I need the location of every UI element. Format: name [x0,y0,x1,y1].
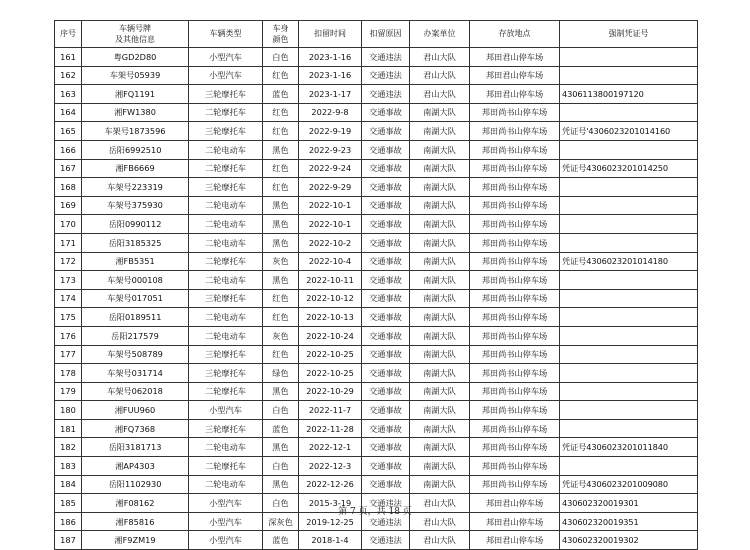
cell-cert [560,196,698,215]
cell-plate: 车架号508789 [82,345,189,364]
table-row [55,438,698,457]
table-row [55,289,698,308]
cell-time: 2022-12-26 [299,475,362,494]
cell-cert [560,233,698,252]
cell-seq: 165 [55,122,82,141]
cell-color: 红色 [263,308,299,327]
cell-cert [560,289,698,308]
cell-seq: 173 [55,271,82,290]
cell-reason: 交通事故 [362,364,410,383]
cell-reason: 交通事故 [362,252,410,271]
cell-unit: 南湖大队 [410,289,470,308]
cell-unit: 南湖大队 [410,103,470,122]
header-reason: 扣留原因 [362,21,410,48]
cell-seq: 187 [55,531,82,550]
cell-unit: 南湖大队 [410,252,470,271]
table-row [55,122,698,141]
cell-type: 二轮电动车 [189,196,263,215]
cell-plate: 湘FUU960 [82,401,189,420]
cell-location: 邦田尚书山停车场 [470,215,560,234]
cell-color: 黑色 [263,438,299,457]
cell-color: 红色 [263,159,299,178]
cell-plate: 湘F08162 [82,494,189,513]
cell-type: 小型汽车 [189,494,263,513]
cell-plate: 湘FQ7368 [82,419,189,438]
cell-cert [560,308,698,327]
cell-cert [560,178,698,197]
table-row [55,326,698,345]
header-color-line1: 车身 [272,24,289,33]
cell-location: 邦田尚书山停车场 [470,103,560,122]
cell-cert [560,66,698,85]
cell-plate: 粤GD2D80 [82,48,189,67]
cell-color: 蓝色 [263,419,299,438]
cell-reason: 交通事故 [362,401,410,420]
cell-time: 2023-1-16 [299,66,362,85]
cell-cert: 430602320019351 [560,512,698,531]
cell-seq: 167 [55,159,82,178]
cell-color: 黑色 [263,140,299,159]
cell-color: 红色 [263,289,299,308]
cell-reason: 交通事故 [362,122,410,141]
table-row [55,48,698,67]
cell-unit: 南湖大队 [410,215,470,234]
cell-time: 2015-3-19 [299,494,362,513]
cell-unit: 南湖大队 [410,419,470,438]
table-row [55,457,698,476]
cell-unit: 南湖大队 [410,457,470,476]
cell-type: 二轮电动车 [189,326,263,345]
table-row [55,419,698,438]
cell-time: 2022-10-2 [299,233,362,252]
cell-reason: 交通事故 [362,308,410,327]
cell-location: 邦田尚书山停车场 [470,345,560,364]
cell-time: 2018-1-4 [299,531,362,550]
cell-time: 2022-10-29 [299,382,362,401]
cell-type: 二轮电动车 [189,233,263,252]
cell-location: 邦田尚书山停车场 [470,271,560,290]
cell-unit: 南湖大队 [410,233,470,252]
cell-unit: 南湖大队 [410,140,470,159]
cell-seq: 184 [55,475,82,494]
cell-seq: 171 [55,233,82,252]
table-row [55,531,698,550]
cell-seq: 169 [55,196,82,215]
cell-plate: 湘F85816 [82,512,189,531]
cell-seq: 161 [55,48,82,67]
cell-color: 白色 [263,494,299,513]
cell-unit: 南湖大队 [410,178,470,197]
cell-unit: 君山大队 [410,48,470,67]
cell-location: 邦田尚书山停车场 [470,252,560,271]
cell-cert [560,457,698,476]
cell-plate: 湘FB6669 [82,159,189,178]
cell-reason: 交通事故 [362,475,410,494]
cell-location: 邦田尚书山停车场 [470,140,560,159]
cell-time: 2022-10-1 [299,215,362,234]
cell-unit: 南湖大队 [410,271,470,290]
cell-color: 黑色 [263,475,299,494]
table-row [55,364,698,383]
cell-reason: 交通违法 [362,531,410,550]
cell-plate: 岳阳0189511 [82,308,189,327]
cell-reason: 交通事故 [362,345,410,364]
cell-unit: 南湖大队 [410,326,470,345]
cell-seq: 183 [55,457,82,476]
table-row [55,345,698,364]
cell-plate: 岳阳3185325 [82,233,189,252]
cell-unit: 君山大队 [410,66,470,85]
table-row [55,271,698,290]
impounded-vehicle-table [54,20,698,550]
cell-time: 2019-12-25 [299,512,362,531]
cell-type: 三轮摩托车 [189,85,263,104]
cell-location: 邦田君山停车场 [470,48,560,67]
cell-plate: 车架号375930 [82,196,189,215]
cell-reason: 交通事故 [362,215,410,234]
table-row [55,382,698,401]
cell-color: 红色 [263,178,299,197]
cell-cert: 凭证号4306023201011840 [560,438,698,457]
cell-color: 白色 [263,48,299,67]
cell-type: 三轮摩托车 [189,289,263,308]
cell-unit: 南湖大队 [410,122,470,141]
cell-plate: 车架号1873596 [82,122,189,141]
cell-reason: 交通事故 [362,438,410,457]
cell-time: 2022-10-25 [299,364,362,383]
header-seq: 序号 [55,21,82,48]
cell-plate: 湘AP4303 [82,457,189,476]
header-type: 车辆类型 [189,21,263,48]
cell-color: 黑色 [263,196,299,215]
cell-type: 二轮电动车 [189,140,263,159]
cell-plate: 岳阳3181713 [82,438,189,457]
cell-reason: 交通事故 [362,196,410,215]
cell-plate: 车架号031714 [82,364,189,383]
cell-reason: 交通事故 [362,178,410,197]
cell-plate: 湘FW1380 [82,103,189,122]
cell-plate: 湘F9ZM19 [82,531,189,550]
cell-time: 2023-1-17 [299,85,362,104]
cell-cert [560,140,698,159]
cell-seq: 186 [55,512,82,531]
cell-type: 二轮电动车 [189,475,263,494]
cell-cert: 凭证号4306023201009080 [560,475,698,494]
cell-color: 红色 [263,66,299,85]
cell-reason: 交通事故 [362,289,410,308]
cell-unit: 南湖大队 [410,196,470,215]
cell-unit: 南湖大队 [410,159,470,178]
cell-type: 二轮电动车 [189,308,263,327]
cell-cert [560,364,698,383]
table-row [55,196,698,215]
cell-time: 2022-9-8 [299,103,362,122]
cell-plate: 车架号223319 [82,178,189,197]
cell-seq: 162 [55,66,82,85]
cell-reason: 交通违法 [362,512,410,531]
cell-plate: 车架号017051 [82,289,189,308]
cell-time: 2022-12-3 [299,457,362,476]
cell-cert [560,215,698,234]
cell-color: 灰色 [263,252,299,271]
cell-type: 小型汽车 [189,401,263,420]
cell-seq: 175 [55,308,82,327]
table-row [55,252,698,271]
cell-cert: 430602320019301 [560,494,698,513]
cell-plate: 岳阳6992510 [82,140,189,159]
cell-color: 白色 [263,457,299,476]
cell-type: 小型汽车 [189,531,263,550]
cell-color: 黑色 [263,271,299,290]
cell-reason: 交通事故 [362,103,410,122]
cell-reason: 交通事故 [362,140,410,159]
header-plate-line1: 车辆号牌 [119,24,151,33]
cell-location: 邦田尚书山停车场 [470,475,560,494]
cell-cert [560,345,698,364]
cell-time: 2022-10-11 [299,271,362,290]
cell-location: 邦田尚书山停车场 [470,438,560,457]
header-plate [82,21,189,48]
cell-type: 小型汽车 [189,48,263,67]
cell-location: 邦田尚书山停车场 [470,419,560,438]
cell-unit: 南湖大队 [410,382,470,401]
cell-cert: 430602320019302 [560,531,698,550]
cell-time: 2022-11-28 [299,419,362,438]
cell-unit: 南湖大队 [410,345,470,364]
cell-location: 邦田尚书山停车场 [470,122,560,141]
cell-time: 2022-9-19 [299,122,362,141]
cell-plate: 岳阳217579 [82,326,189,345]
cell-type: 三轮摩托车 [189,178,263,197]
cell-color: 绿色 [263,364,299,383]
table-row [55,140,698,159]
cell-cert [560,271,698,290]
cell-unit: 君山大队 [410,494,470,513]
cell-seq: 179 [55,382,82,401]
cell-time: 2022-9-29 [299,178,362,197]
cell-cert [560,103,698,122]
cell-cert [560,48,698,67]
cell-unit: 南湖大队 [410,401,470,420]
cell-color: 蓝色 [263,85,299,104]
cell-reason: 交通事故 [362,271,410,290]
cell-location: 邦田尚书山停车场 [470,457,560,476]
table-row [55,103,698,122]
cell-seq: 166 [55,140,82,159]
cell-unit: 南湖大队 [410,364,470,383]
cell-cert: 凭证号'4306023201014160 [560,122,698,141]
cell-location: 邦田尚书山停车场 [470,308,560,327]
cell-seq: 177 [55,345,82,364]
cell-reason: 交通事故 [362,159,410,178]
cell-cert [560,382,698,401]
cell-color: 黑色 [263,382,299,401]
table-row [55,233,698,252]
table-row [55,215,698,234]
cell-plate: 车架号000108 [82,271,189,290]
cell-seq: 168 [55,178,82,197]
cell-unit: 南湖大队 [410,438,470,457]
cell-location: 邦田尚书山停车场 [470,196,560,215]
cell-color: 白色 [263,401,299,420]
cell-location: 邦田尚书山停车场 [470,159,560,178]
cell-reason: 交通事故 [362,419,410,438]
header-plate-line2: 及其他信息 [115,35,155,44]
cell-color: 红色 [263,103,299,122]
cell-reason: 交通事故 [362,457,410,476]
cell-seq: 174 [55,289,82,308]
cell-location: 邦田尚书山停车场 [470,289,560,308]
cell-location: 邦田尚书山停车场 [470,233,560,252]
cell-type: 小型汽车 [189,66,263,85]
cell-time: 2023-1-16 [299,48,362,67]
cell-seq: 180 [55,401,82,420]
cell-type: 二轮摩托车 [189,159,263,178]
table-row [55,178,698,197]
cell-time: 2022-10-4 [299,252,362,271]
cell-type: 二轮摩托车 [189,457,263,476]
cell-unit: 君山大队 [410,85,470,104]
cell-cert [560,326,698,345]
cell-color: 红色 [263,345,299,364]
cell-time: 2022-12-1 [299,438,362,457]
cell-reason: 交通违法 [362,85,410,104]
cell-type: 三轮摩托车 [189,364,263,383]
cell-seq: 182 [55,438,82,457]
table-row [55,308,698,327]
header-color-line2: 颜色 [272,35,289,44]
cell-color: 红色 [263,122,299,141]
cell-time: 2022-10-12 [299,289,362,308]
header-time: 扣留时间 [299,21,362,48]
cell-unit: 南湖大队 [410,475,470,494]
cell-time: 2022-9-23 [299,140,362,159]
header-color [263,21,299,48]
cell-location: 邦田君山停车场 [470,494,560,513]
header-unit: 办案单位 [410,21,470,48]
cell-color: 黑色 [263,233,299,252]
cell-type: 三轮摩托车 [189,345,263,364]
cell-type: 三轮摩托车 [189,122,263,141]
cell-seq: 176 [55,326,82,345]
table-row [55,159,698,178]
cell-location: 邦田尚书山停车场 [470,382,560,401]
cell-seq: 170 [55,215,82,234]
table-row [55,66,698,85]
cell-location: 邦田君山停车场 [470,512,560,531]
table-row [55,85,698,104]
cell-time: 2022-10-24 [299,326,362,345]
cell-location: 邦田尚书山停车场 [470,326,560,345]
cell-cert: 4306113800197120 [560,85,698,104]
cell-cert: 凭证号4306023201014180 [560,252,698,271]
table-row [55,475,698,494]
cell-cert: 凭证号4306023201014250 [560,159,698,178]
cell-plate: 车架号062018 [82,382,189,401]
cell-time: 2022-9-24 [299,159,362,178]
page-footer: 第 7 页，共 18 页 [338,507,412,517]
cell-reason: 交通违法 [362,494,410,513]
cell-seq: 178 [55,364,82,383]
cell-plate: 车架号05939 [82,66,189,85]
cell-plate: 湘FB5351 [82,252,189,271]
header-cert: 强制凭证号 [560,21,698,48]
cell-time: 2022-11-7 [299,401,362,420]
cell-cert [560,401,698,420]
cell-type: 二轮摩托车 [189,382,263,401]
cell-seq: 164 [55,103,82,122]
cell-location: 邦田君山停车场 [470,85,560,104]
cell-cert [560,419,698,438]
cell-color: 黑色 [263,215,299,234]
cell-plate: 湘FQ1191 [82,85,189,104]
cell-reason: 交通违法 [362,66,410,85]
cell-seq: 185 [55,494,82,513]
cell-type: 小型汽车 [189,512,263,531]
cell-location: 邦田君山停车场 [470,531,560,550]
cell-plate: 岳阳1102930 [82,475,189,494]
cell-reason: 交通事故 [362,233,410,252]
cell-type: 二轮电动车 [189,271,263,290]
cell-seq: 172 [55,252,82,271]
cell-color: 灰色 [263,326,299,345]
cell-unit: 君山大队 [410,531,470,550]
cell-type: 三轮摩托车 [189,419,263,438]
table-body [55,48,698,550]
cell-reason: 交通事故 [362,326,410,345]
cell-reason: 交通事故 [362,382,410,401]
cell-unit: 君山大队 [410,512,470,531]
cell-type: 二轮摩托车 [189,103,263,122]
cell-seq: 181 [55,419,82,438]
cell-seq: 163 [55,85,82,104]
header-location: 存放地点 [470,21,560,48]
table-header-row [55,21,698,48]
cell-reason: 交通违法 [362,48,410,67]
cell-location: 邦田君山停车场 [470,66,560,85]
cell-unit: 南湖大队 [410,308,470,327]
cell-time: 2022-10-1 [299,196,362,215]
cell-color: 深灰色 [263,512,299,531]
cell-location: 邦田尚书山停车场 [470,401,560,420]
cell-time: 2022-10-25 [299,345,362,364]
cell-plate: 岳阳0990112 [82,215,189,234]
cell-type: 二轮电动车 [189,215,263,234]
table-row [55,401,698,420]
cell-type: 二轮摩托车 [189,252,263,271]
cell-color: 蓝色 [263,531,299,550]
cell-location: 邦田尚书山停车场 [470,178,560,197]
cell-location: 邦田尚书山停车场 [470,364,560,383]
cell-type: 二轮电动车 [189,438,263,457]
cell-time: 2022-10-13 [299,308,362,327]
